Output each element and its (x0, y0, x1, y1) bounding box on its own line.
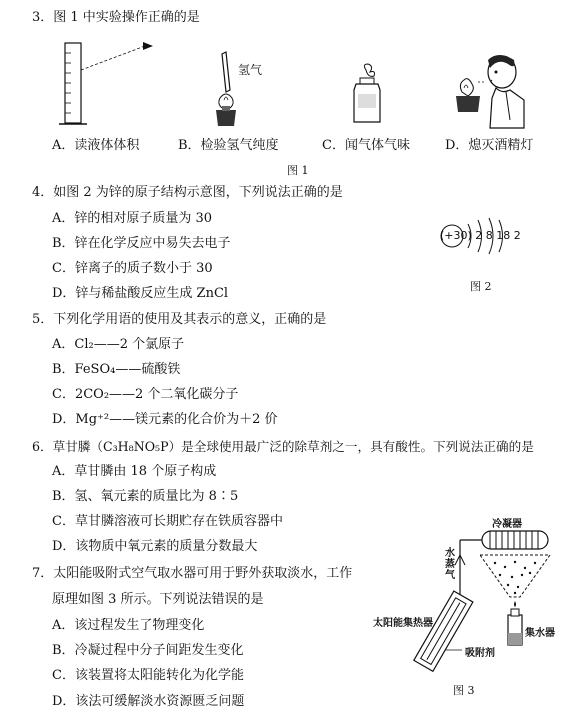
q5-option-a: A．Cl₂——2 个氯原子 (52, 337, 185, 352)
q4-option-c: C．锌离子的质子数小于 30 (52, 261, 213, 276)
q7-option-b: B．冷凝过程中分子间距发生变化 (52, 643, 244, 658)
q7-option-a: A．该过程发生了物理变化 (52, 618, 205, 633)
q5-option-c: C．2CO₂——2 个二氧化碳分子 (52, 387, 239, 402)
q7-stem-line-2: 原理如图 3 所示。下列说法错误的是 (52, 592, 264, 607)
q7-option-c: C．该装置将太阳能转化为化学能 (52, 668, 244, 683)
q6-stem: 6．草甘膦（C₃H₈NO₅P）是全球使用最广泛的除草剂之一，具有酸性。下列说法正确的是 (32, 439, 534, 454)
q3-option-a: A．读液体体积 (52, 138, 140, 153)
figure-1-caption: 图 1 (287, 164, 309, 177)
q4-stem: 4．如图 2 为锌的原子结构示意图，下列说法正确的是 (32, 185, 343, 200)
q3-option-c: C．闻气体气味 (322, 138, 410, 153)
q3-stem: 3．图 1 中实验操作正确的是 (32, 10, 200, 25)
q7-stem-line-1: 7．太阳能吸附式空气取水器可用于野外获取淡水，工作 (32, 566, 353, 581)
graduated-cylinder-illustration (55, 38, 165, 130)
q5-option-b: B．FeSO₄——硫酸铁 (52, 362, 181, 377)
q6-option-d: D．该物质中氧元素的质量分数最大 (52, 539, 258, 554)
q4-option-a: A．锌的相对原子质量为 30 (52, 211, 213, 226)
q3-option-b: B．检验氢气纯度 (178, 138, 279, 153)
q4-option-d: D．锌与稀盐酸反应生成 ZnCl (52, 286, 229, 301)
figure-3-caption: 图 3 (453, 684, 475, 697)
water-collector-label: 集水器 (525, 628, 555, 639)
figure-2-caption: 图 2 (470, 280, 492, 293)
q5-stem: 5．下列化学用语的使用及其表示的意义，正确的是 (32, 312, 327, 327)
q6-option-b: B．氢、氧元素的质量比为 8∶5 (52, 489, 239, 504)
q5-option-d: D．Mg⁺²——镁元素的化合价为＋2 价 (52, 412, 278, 427)
person-blowing-lamp-illustration (450, 50, 530, 130)
condenser-label: 冷凝器 (492, 519, 522, 530)
q4-option-b: B．锌在化学反应中易失去电子 (52, 236, 231, 251)
hydrogen-label: 氢气 (238, 63, 263, 77)
q6-option-a: A．草甘膦由 18 个原子构成 (52, 464, 217, 479)
q7-option-d: D．该法可缓解淡水资源匮乏问题 (52, 694, 245, 709)
solar-collector-label: 太阳能集热器 (373, 618, 433, 629)
zinc-atom-label: (+30) 2 8 18 2 (440, 229, 521, 242)
adsorbent-label: 吸附剂 (465, 648, 495, 659)
q6-option-c: C．草甘膦溶液可长期贮存在铁质容器中 (52, 514, 283, 529)
gas-jar-illustration (348, 62, 388, 132)
vapor-label: 水蒸气 (445, 548, 455, 581)
q3-option-d: D．熄灭酒精灯 (445, 138, 534, 153)
